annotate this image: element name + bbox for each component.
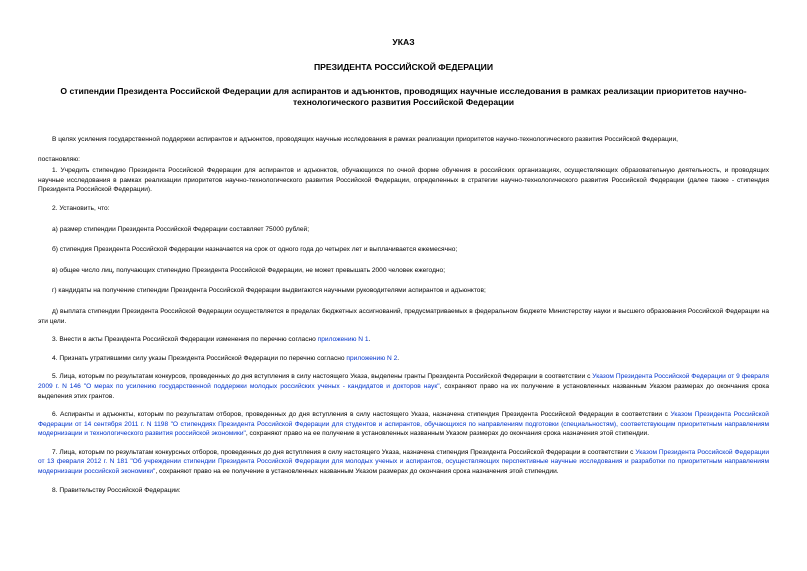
paragraph-7-text: 7. Лица, которым по результатам конкурсных отборов, проведенных до дня вступления в силу настоящего Указа, назначена стипендия Президента Российской Федерации в соответствии с [52, 448, 636, 456]
paragraph-6-tail: , сохраняют право на ее получение в установленных названным Указом размерах до окончания срока назначения этой стипендии. [245, 430, 650, 438]
paragraph-2e: д) выплата стипендии Президента Российской Федерации осуществляется в пределах бюджетных ассигнований, предусматриваемых в федеральном бюджете Министерству науки и высшего образования Российской Федерации на эти цели. [38, 307, 769, 325]
doc-subtitle: О стипендии Президента Российской Федерации для аспирантов и адъюнктов, проводящих научные исследования в рамках реализации приоритетов научно-технологического развития Российской Федерации [60, 86, 747, 107]
paragraph-4-end: . [397, 354, 400, 362]
paragraph-2c: в) общее число лиц, получающих стипендию Президента Российской Федерации, не может превышать 2000 человек ежегодно; [52, 266, 446, 274]
paragraph-4 [38, 354, 769, 364]
preamble: В целях усиления государственной поддержки аспирантов и адъюнктов, проводящих научные исследования в рамках реализации приоритетов научно-технологического развития Российской Федерации, [52, 136, 678, 143]
paragraph-6 [38, 410, 769, 439]
paragraph-5-text: 5. Лица, которым по результатам конкурсов, проведенных до дня вступления в силу настоящего Указа, выделены гранты Президента Российской Федерации в соответствии с [52, 373, 593, 381]
appendix-1-link[interactable]: приложению N 1 [317, 336, 369, 344]
paragraph-2d: г) кандидаты на получение стипендии Президента Российской Федерации выдвигаются научными руководителями аспирантов и адъюнктов; [52, 287, 486, 295]
paragraph-5-tail: , сохраняют право на их получение в установленных названным Указом размерах до окончания срока выделения этих грантов. [38, 382, 769, 400]
document-page [38, 0, 769, 495]
paragraph-2: 2. Установить, что: [52, 204, 110, 212]
decree-1198-link[interactable]: Указом Президента Российской Федерации от 14 сентября 2011 г. N 1198 "О стипендиях Президента Российской Федерации для студентов и аспирантов, обучающихся по направлениям подготовки (специальностям), соответствующим приоритетным направлениям модернизации и технологического развития российской экономики" [38, 411, 769, 438]
paragraph-8: 8. Правительству Российской Федерации: [52, 486, 181, 494]
doc-issuer: ПРЕЗИДЕНТА РОССИЙСКОЙ ФЕДЕРАЦИИ [313, 62, 494, 72]
paragraph-5 [38, 372, 769, 401]
paragraph-6-text: 6. Аспиранты и адъюнкты, которым по результатам отборов, проведенных до дня вступления в силу настоящего Указа, назначена стипендия Президента Российской Федерации в соответствии с [52, 411, 671, 419]
decree-181-link[interactable]: Указом Президента Российской Федерации от 13 февраля 2012 г. N 181 "Об учреждении стипендии Президента Российской Федерации для молодых ученых и аспирантов, осуществляющих перспективные научные исследования и разработки по приоритетным направлениям модернизации российской экономики" [38, 448, 770, 476]
paragraph-4-text: 4. Признать утратившими силу указы Президента Российской Федерации по перечню согласно [52, 354, 347, 362]
paragraph-1: 1. Учредить стипендию Президента Российской Федерации для аспирантов и адъюнктов, обучающихся по очной форме обучения в российских организациях, осуществляющих образовательную деятельность, и проводящих научные исследования в рамках реализации приоритетов научно-технологического развития Российской Федерации, определенных в стратегии научно-технологического развития Российской Федерации (далее также - стипендия Президента Российской Федерации). [38, 167, 769, 194]
appendix-2-link[interactable]: приложению N 2 [346, 354, 398, 362]
decree-146-link[interactable]: Указом Президента Российской Федерации от 9 февраля 2009 г. N 146 "О мерах по усилению государственной поддержки молодых российских ученых - кандидатов и докторов наук" [38, 373, 769, 390]
decree-word: постановляю: [38, 155, 81, 163]
paragraph-3 [38, 335, 769, 345]
doc-title: УКАЗ [392, 37, 415, 47]
paragraph-7-tail: , сохраняют право на ее получение в установленных названным Указом размерах до окончания срока назначения этой стипендии. [155, 468, 559, 476]
paragraph-7 [38, 448, 769, 477]
paragraph-2b: б) стипендия Президента Российской Федерации назначается на срок от одного года до четырех лет и выплачивается ежемесячно; [52, 246, 458, 254]
paragraph-2a: а) размер стипендии Президента Российской Федерации составляет 75000 рублей; [52, 225, 310, 233]
paragraph-3-end: . [368, 336, 371, 344]
paragraph-3-text: 3. Внести в акты Президента Российской Федерации изменения по перечню согласно [52, 336, 318, 344]
